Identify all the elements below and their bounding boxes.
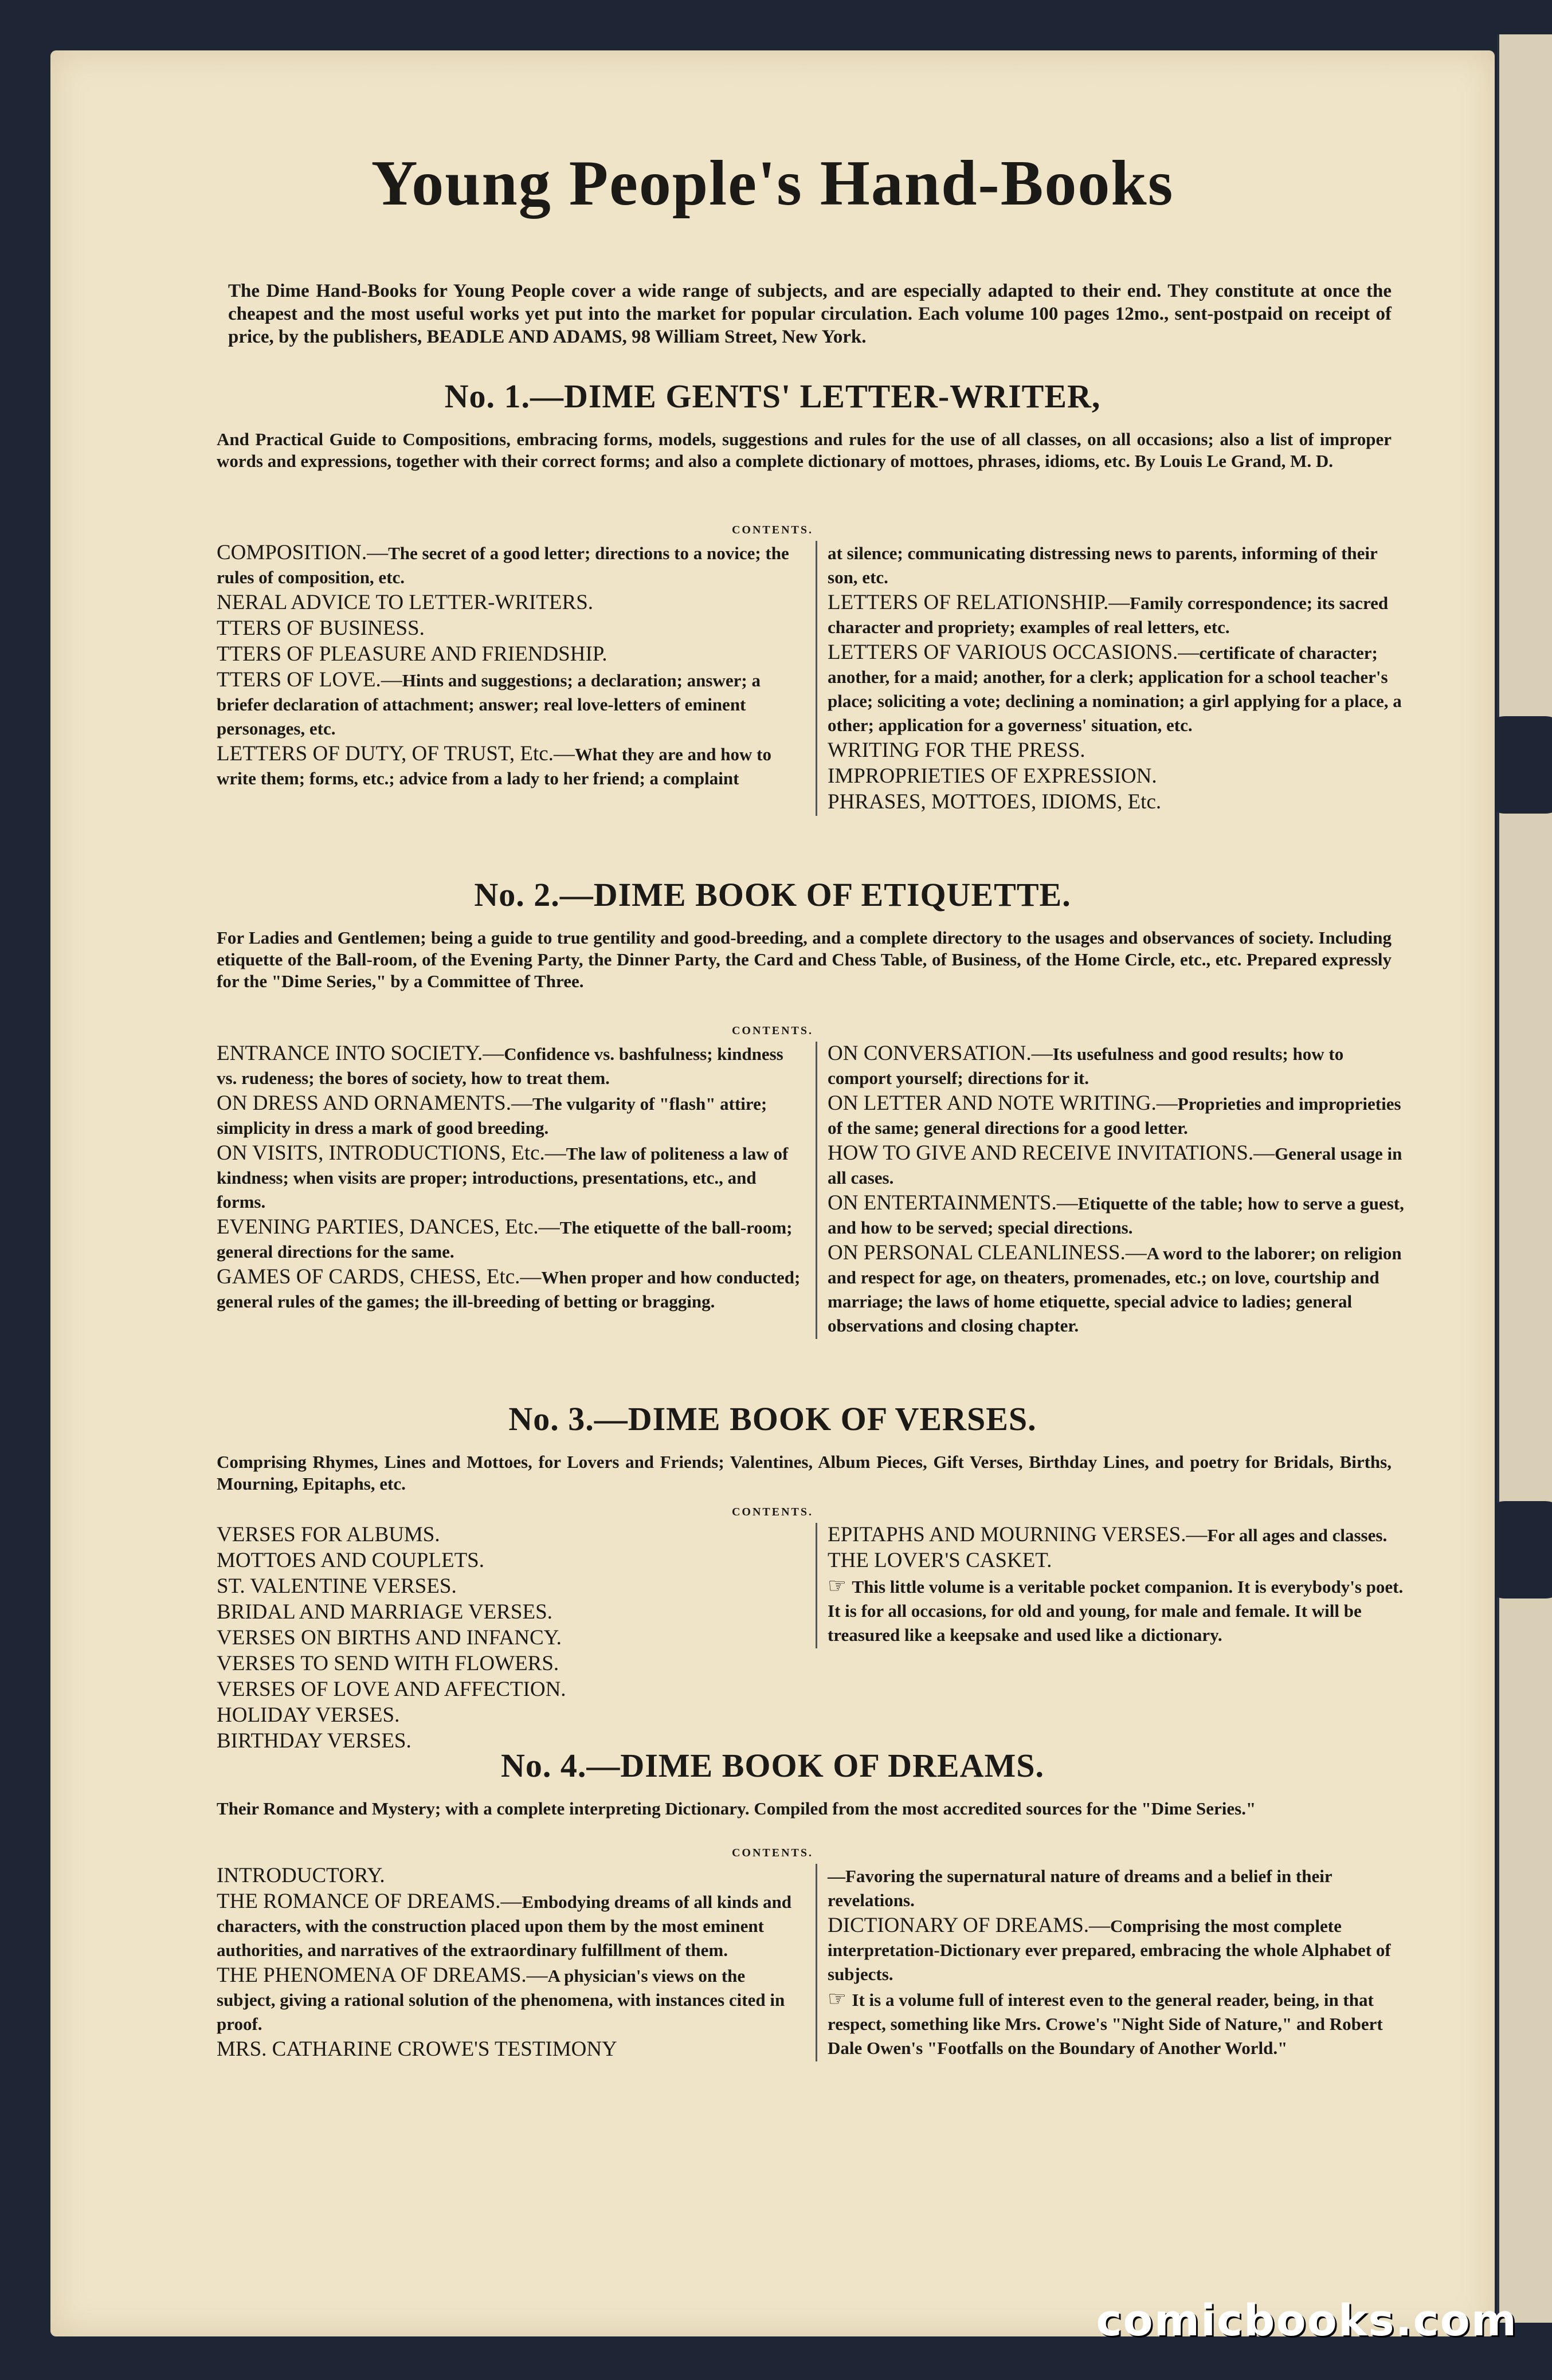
section-4-description: Their Romance and Mystery; with a complete interpreting Dictionary. Compiled from the most accredited sources for the "Dime Series." <box>217 1798 1256 1819</box>
contents-entry <box>828 1241 1406 1338</box>
contents-entry <box>828 764 1406 789</box>
contents-entry <box>217 1215 801 1264</box>
contents-entry <box>828 1914 1406 1986</box>
contents-entry-heading: COMPOSITION.— <box>217 541 389 564</box>
section-3-right-column <box>816 1523 1406 1648</box>
contents-entry-body: at silence; communicating distressing news to parents, informing of their son, etc. <box>828 543 1378 587</box>
contents-entry-heading: VERSES FOR ALBUMS. <box>217 1523 440 1546</box>
contents-entry-heading: ENTRANCE INTO SOCIETY.— <box>217 1042 504 1065</box>
contents-entry-heading: TTERS OF LOVE.— <box>217 668 402 692</box>
contents-entry <box>828 1988 1406 2060</box>
contents-entry-heading: GAMES OF CARDS, CHESS, Etc.— <box>217 1265 542 1289</box>
contents-entry <box>217 1678 801 1702</box>
contents-entry-heading: DICTIONARY OF DREAMS.— <box>828 1914 1111 1937</box>
contents-entry <box>828 1574 1406 1647</box>
contents-entry <box>828 1523 1406 1548</box>
contents-entry-body: A word to the laborer; on religion and respect for age, on theaters, promenades, etc.; on love, courtship and marriage; the laws of home etiquette, special advice to ladies; general observations and closing chapter. <box>828 1243 1402 1336</box>
contents-entry-body: —Favoring the supernatural nature of dreams and a belief in their revelations. <box>828 1866 1332 1910</box>
contents-entry-heading: NERAL ADVICE TO LETTER-WRITERS. <box>217 591 594 614</box>
section-1-left-column <box>217 541 801 792</box>
contents-entry-body: The secret of a good letter; directions to a novice; the rules of composition, etc. <box>217 543 789 587</box>
contents-entry-body: Hints and suggestions; a declaration; answer; a briefer declaration of attachment; answer; real love-letters of eminent personages, etc. <box>217 670 761 739</box>
contents-entry-body: A physician's views on the subject, giving a rational solution of the phenomena, with instances cited in proof. <box>217 1966 785 2034</box>
contents-entry-heading: PHRASES, MOTTOES, IDIOMS, Etc. <box>828 790 1162 814</box>
section-1-heading: No. 1.—DIME GENTS' LETTER-WRITER, <box>444 378 1101 415</box>
contents-entry <box>217 1265 801 1314</box>
contents-entry <box>217 1626 801 1651</box>
contents-entry <box>828 739 1406 763</box>
section-2-heading: No. 2.—DIME BOOK OF ETIQUETTE. <box>474 876 1071 913</box>
section-4-contents-label: CONTENTS. <box>731 1847 814 1859</box>
contents-entry-body: When proper and how conducted; general rules of the games; the ill-breeding of betting or bragging. <box>217 1267 801 1311</box>
contents-entry <box>217 1574 801 1599</box>
contents-entry <box>217 541 801 590</box>
contents-entry <box>828 1191 1406 1240</box>
contents-entry <box>828 790 1406 815</box>
section-4-heading: No. 4.—DIME BOOK OF DREAMS. <box>500 1747 1045 1784</box>
contents-entry <box>828 591 1406 639</box>
contents-entry-heading: WRITING FOR THE PRESS. <box>828 739 1085 762</box>
contents-entry-heading: ON PERSONAL CLEANLINESS.— <box>828 1241 1147 1264</box>
contents-entry-heading: EVENING PARTIES, DANCES, Etc.— <box>217 1215 560 1239</box>
contents-entry-heading: ☞ <box>828 1574 852 1598</box>
contents-entry-body: The law of politeness a law of kindness; when visits are proper; introductions, presentations, etc., and forms. <box>217 1144 789 1212</box>
contents-entry-heading: MRS. CATHARINE CROWE'S TESTIMONY <box>217 2037 617 2061</box>
contents-entry <box>828 541 1406 590</box>
document-page <box>50 50 1495 2336</box>
contents-entry <box>217 1652 801 1676</box>
section-4-left-column <box>217 1864 801 2063</box>
contents-entry <box>217 1549 801 1573</box>
contents-entry <box>828 1549 1406 1573</box>
intro-paragraph: The Dime Hand-Books for Young People cover a wide range of subjects, and are especially adapted to their end. They constitute at once the cheapest and the most useful works yet put into the market for popular circulation. Each volume 100 pages 12mo., sent-postpaid on receipt of price, by the publishers, BEADLE AND ADAMS, 98 William Street, New York. <box>228 281 1392 347</box>
contents-entry-heading: LETTERS OF VARIOUS OCCASIONS.— <box>828 641 1200 664</box>
section-2-right-column <box>816 1042 1406 1339</box>
contents-entry-heading: HOW TO GIVE AND RECEIVE INVITATIONS.— <box>828 1141 1275 1165</box>
contents-entry <box>217 1042 801 1090</box>
contents-entry-heading: EPITAPHS AND MOURNING VERSES.— <box>828 1523 1208 1546</box>
binding-edge <box>1497 34 1552 2323</box>
contents-entry-heading: ST. VALENTINE VERSES. <box>217 1574 457 1598</box>
section-4-right-column <box>816 1864 1406 2061</box>
contents-entry <box>217 591 801 615</box>
contents-entry <box>828 1141 1406 1190</box>
contents-entry-body: The etiquette of the ball-room; general directions for the same. <box>217 1218 793 1262</box>
contents-entry <box>217 1864 801 1888</box>
contents-entry-heading: BIRTHDAY VERSES. <box>217 1729 411 1753</box>
contents-entry-heading: ON LETTER AND NOTE WRITING.— <box>828 1091 1178 1115</box>
contents-entry-heading: HOLIDAY VERSES. <box>217 1703 400 1727</box>
contents-entry-heading: VERSES ON BIRTHS AND INFANCY. <box>217 1626 562 1649</box>
contents-entry-heading: LETTERS OF DUTY, OF TRUST, Etc.— <box>217 742 575 765</box>
contents-entry <box>828 1091 1406 1140</box>
contents-entry-body: Etiquette of the table; how to serve a guest, and how to be served; special directions. <box>828 1193 1404 1238</box>
contents-entry-body: Embodying dreams of all kinds and characters, with the construction placed upon them by the most eminent authorities, and narratives of the extraordinary fulfillment of them. <box>217 1892 792 1960</box>
contents-entry-body: Proprieties and improprieties of the same; general directions for a good letter. <box>828 1094 1401 1138</box>
contents-entry-heading: VERSES TO SEND WITH FLOWERS. <box>217 1652 559 1675</box>
contents-entry-body: For all ages and classes. <box>1207 1525 1388 1545</box>
section-3-left-column <box>217 1523 801 1755</box>
section-3-description: Comprising Rhymes, Lines and Mottoes, for Lovers and Friends; Valentines, Album Pieces, Gift Verses, Birthday Lines, and poetry for Bridals, Births, Mourning, Epitaphs, etc. <box>217 1452 1392 1494</box>
contents-entry-heading: ON VISITS, INTRODUCTIONS, Etc.— <box>217 1141 566 1165</box>
contents-entry <box>217 1600 801 1625</box>
contents-entry <box>217 1890 801 1962</box>
contents-entry-heading: ON ENTERTAINMENTS.— <box>828 1191 1078 1215</box>
contents-entry-body: General usage in all cases. <box>828 1144 1402 1188</box>
contents-entry-heading: TTERS OF BUSINESS. <box>217 616 425 640</box>
contents-entry-body: Confidence vs. bashfulness; kindness vs. rudeness; the bores of society, how to treat them. <box>217 1044 783 1088</box>
contents-entry-heading: VERSES OF LOVE AND AFFECTION. <box>217 1678 566 1701</box>
contents-entry-body: What they are and how to write them; forms, etc.; advice from a lady to her friend; a complaint <box>217 744 771 788</box>
section-2-left-column <box>217 1042 801 1315</box>
contents-entry-heading: THE PHENOMENA OF DREAMS.— <box>217 1963 548 1987</box>
contents-entry-body: It is a volume full of interest even to the general reader, being, in that respect, something like Mrs. Crowe's "Night Side of Nature," and Robert Dale Owen's "Footfalls on the Boundary of Another World." <box>828 1990 1383 2058</box>
contents-entry <box>828 641 1406 737</box>
contents-entry <box>217 742 801 791</box>
contents-entry <box>217 1091 801 1140</box>
contents-entry-body: Its usefulness and good results; how to comport yourself; directions for it. <box>828 1044 1344 1088</box>
section-1-contents-label: CONTENTS. <box>731 524 814 536</box>
contents-entry <box>828 1864 1406 1912</box>
contents-entry-heading: ON CONVERSATION.— <box>828 1042 1053 1065</box>
contents-entry-heading: INTRODUCTORY. <box>217 1864 385 1887</box>
contents-entry-heading: ☞ <box>828 1988 852 2011</box>
section-1-description: And Practical Guide to Compositions, embracing forms, models, suggestions and rules for the use of all classes, on all occasions; also a list of improper words and expressions, together with their correct forms; and also a complete dictionary of mottoes, phrases, idioms, etc. By Louis Le Grand, M. D. <box>217 429 1392 471</box>
section-1-right-column <box>816 541 1406 816</box>
watermark-logo: comicbooks.com <box>1096 2295 1518 2346</box>
contents-entry <box>217 616 801 641</box>
contents-entry-body: This little volume is a veritable pocket companion. It is everybody's poet. It is for all occasions, for old and young, for male and female. It will be treasured like a keepsake and used like a dictionary. <box>828 1577 1404 1645</box>
section-2-contents-label: CONTENTS. <box>731 1024 814 1037</box>
contents-entry <box>217 1141 801 1214</box>
page-title: Young People's Hand-Books <box>371 148 1174 219</box>
contents-entry-body: certificate of character; another, for a maid; another, for a clerk; application for a school teacher's place; soliciting a vote; declining a nomination; a girl applying for a place, a other; application for a governess' situation, etc. <box>828 643 1402 735</box>
contents-entry-heading: IMPROPRIETIES OF EXPRESSION. <box>828 764 1157 788</box>
contents-entry-heading: TTERS OF PLEASURE AND FRIENDSHIP. <box>217 642 608 666</box>
contents-entry <box>217 1703 801 1728</box>
contents-entry <box>217 1963 801 2036</box>
contents-entry-heading: THE ROMANCE OF DREAMS.— <box>217 1890 522 1913</box>
contents-entry <box>217 668 801 741</box>
contents-entry-body: Family correspondence; its sacred character and propriety; examples of real letters, etc. <box>828 593 1389 637</box>
contents-entry <box>828 1042 1406 1090</box>
section-3-contents-label: CONTENTS. <box>731 1506 814 1518</box>
contents-entry <box>217 2037 801 2062</box>
section-2-description: For Ladies and Gentlemen; being a guide to true gentility and good-breeding, and a complete directory to the usages and observances of society. Including etiquette of the Ball-room, of the Evening Party, the Dinner Party, the Card and Chess Table, of Business, of the Home Circle, etc., etc. Prepared expressly for the "Dime Series," by a Committee of Three. <box>217 928 1392 991</box>
contents-entry-body: The vulgarity of "flash" attire; simplicity in dress a mark of good breeding. <box>217 1094 767 1138</box>
contents-entry-heading: BRIDAL AND MARRIAGE VERSES. <box>217 1600 552 1624</box>
contents-entry <box>217 642 801 667</box>
contents-entry <box>217 1523 801 1548</box>
contents-entry-heading: THE LOVER'S CASKET. <box>828 1549 1052 1572</box>
contents-entry-heading: MOTTOES AND COUPLETS. <box>217 1549 484 1572</box>
contents-entry-heading: LETTERS OF RELATIONSHIP.— <box>828 591 1130 614</box>
contents-entry-body: Comprising the most complete interpretation-Dictionary ever prepared, embracing the whole Alphabet of subjects. <box>828 1916 1391 1984</box>
section-3-heading: No. 3.—DIME BOOK OF VERSES. <box>508 1400 1037 1438</box>
contents-entry-heading: ON DRESS AND ORNAMENTS.— <box>217 1091 532 1115</box>
